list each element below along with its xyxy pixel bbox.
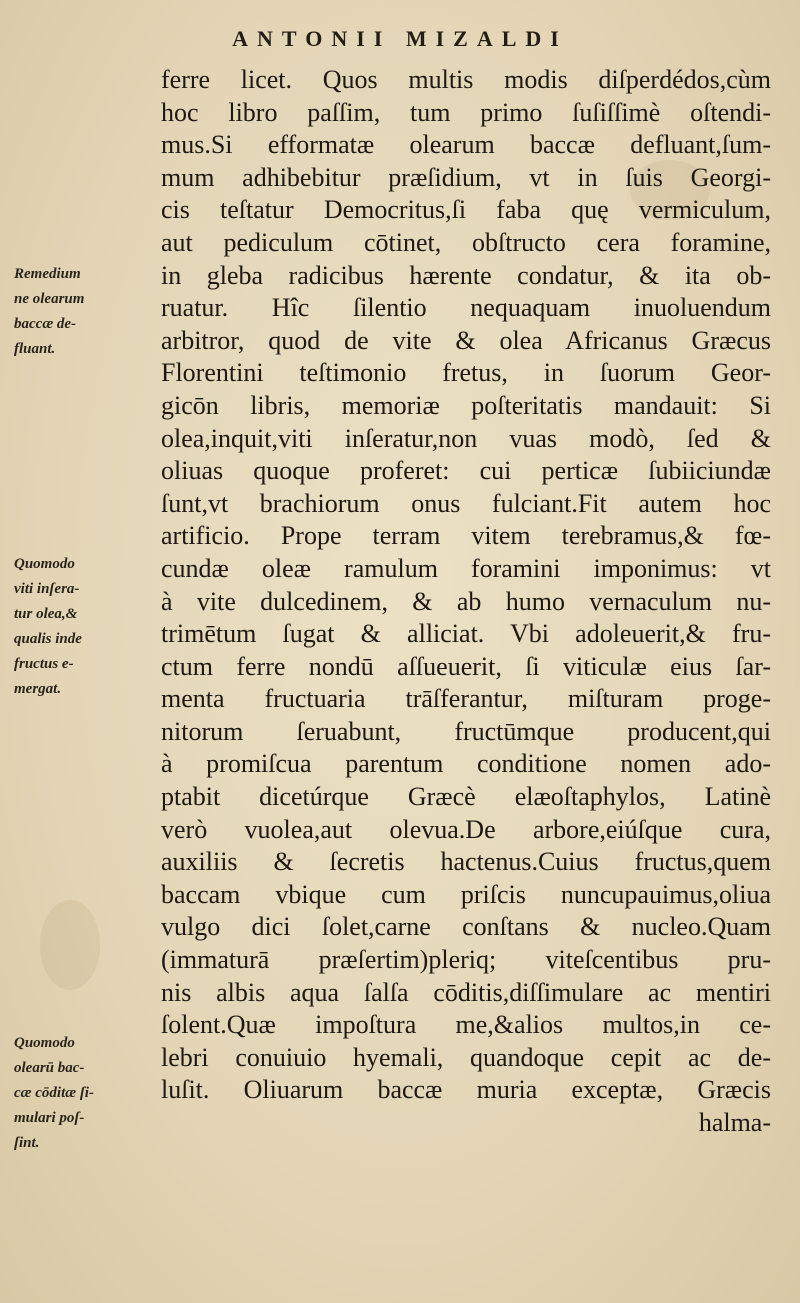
marginal-note-line: baccæ de- — [14, 316, 77, 332]
text-line: à promiſcua parentum conditione nomen ado- — [161, 749, 771, 779]
text-line: arbitror, quod de vite & olea Africanus Græcus — [161, 325, 771, 355]
marginal-note-line: cæ cōditæ ſi- — [14, 1085, 94, 1101]
text-line: oliuas quoque proferet: cui perticæ ſubiiciundæ — [161, 456, 771, 486]
body-text — [161, 64, 771, 1140]
text-line: ſolent.Quæ impoſtura me,&alios multos,in ce- — [161, 1010, 771, 1040]
text-line: mus.Si efformatæ olearum baccæ defluant,ſum- — [161, 130, 771, 160]
text-line: artificio. Prope terram vitem terebramus,& fœ- — [161, 521, 771, 551]
text-line: menta fructuaria trāſferantur, miſturam proge- — [161, 684, 771, 714]
paper-stain — [40, 900, 100, 990]
marginal-note-line: tur olea,& — [14, 606, 78, 622]
text-line: ferre licet. Quos multis modis diſperdédos,cùm — [161, 65, 771, 94]
text-line: in gleba radicibus hærente condatur, & ita ob- — [161, 260, 771, 290]
text-line: ptabit dicetúrque Græcè elæoſtaphylos, Latinè — [161, 782, 771, 812]
text-line: ſunt,vt brachiorum onus fulciant.Fit autem hoc — [161, 488, 771, 518]
marginal-note-line: viti inſera- — [14, 581, 80, 597]
text-line: auxiliis & ſecretis hactenus.Cuius fructus,quem — [161, 847, 771, 877]
marginal-note-line: Remedium — [14, 266, 81, 282]
text-line: Florentini teſtimonio fretus, in ſuorum Geor- — [161, 358, 771, 388]
text-line: hoc libro paſſim, tum primo ſuſiſſimè oſtendi- — [161, 97, 771, 127]
marginal-note — [14, 262, 144, 362]
marginal-note-line: Quomodo — [14, 1035, 75, 1051]
text-line: trimētum ſugat & alliciat. Vbi adoleuerit,& fru- — [161, 619, 771, 649]
text-line: cis teſtatur Democritus,ſi faba quę vermiculum, — [161, 195, 771, 225]
marginal-note-line: olearū bac- — [14, 1060, 85, 1076]
text-line: gicōn libris, memoriæ poſteritatis mandauit: Si — [161, 390, 771, 420]
text-line: à vite dulcedinem, & ab humo vernaculum nu- — [161, 586, 771, 616]
marginal-note-line: qualis inde — [14, 631, 82, 647]
marginal-note-line: Quomodo — [14, 556, 75, 572]
catchword: halma- — [698, 1108, 771, 1137]
text-line: (immaturā præſertim)pleriq; viteſcentibus pru- — [161, 945, 771, 975]
text-line: cundæ oleæ ramulum foramini imponimus: vt — [161, 553, 771, 583]
text-line: nitorum ſeruabunt, fructūmque producent,qui — [161, 716, 771, 746]
marginal-note — [14, 1031, 144, 1156]
marginal-note-line: fructus e- — [14, 656, 74, 672]
text-line: luſit. Oliuarum baccæ muria exceptæ, Græcis — [161, 1075, 771, 1105]
marginal-note-line: ne olearum — [14, 291, 85, 307]
text-line: ctum ferre nondū aſſueuerit, ſi viticulæ eius ſar- — [161, 651, 771, 681]
marginal-note-line: mergat. — [14, 681, 62, 697]
text-line: vulgo dici ſolet,carne conſtans & nucleo.Quam — [161, 912, 771, 942]
text-line: olea,inquit,viti inſeratur,non vuas modò, ſed & — [161, 423, 771, 453]
running-head: ANTONII MIZALDI — [232, 26, 568, 51]
marginal-note-line: fluant. — [14, 341, 56, 357]
text-line: ruatur. Hîc ſilentio nequaquam inuoluendum — [161, 293, 771, 323]
marginal-note — [14, 552, 144, 702]
text-line: lebri conuiuio hyemali, quandoque cepit ac de- — [161, 1042, 771, 1072]
marginal-note-line: mulari poſ- — [14, 1110, 85, 1126]
text-line: aut pediculum cōtinet, obſtructo cera foramine, — [161, 227, 771, 257]
marginal-note-line: ſint. — [14, 1135, 40, 1151]
text-line: mum adhibebitur præſidium, vt in ſuis Georgi- — [161, 162, 771, 192]
text-line: baccam vbique cum priſcis nuncupauimus,oliua — [161, 879, 771, 909]
text-line: verò vuolea,aut olevua.De arbore,eiúſque cura, — [161, 814, 771, 844]
text-line: nis albis aqua ſalſa cōditis,diſſimulare ac mentiri — [161, 977, 771, 1007]
